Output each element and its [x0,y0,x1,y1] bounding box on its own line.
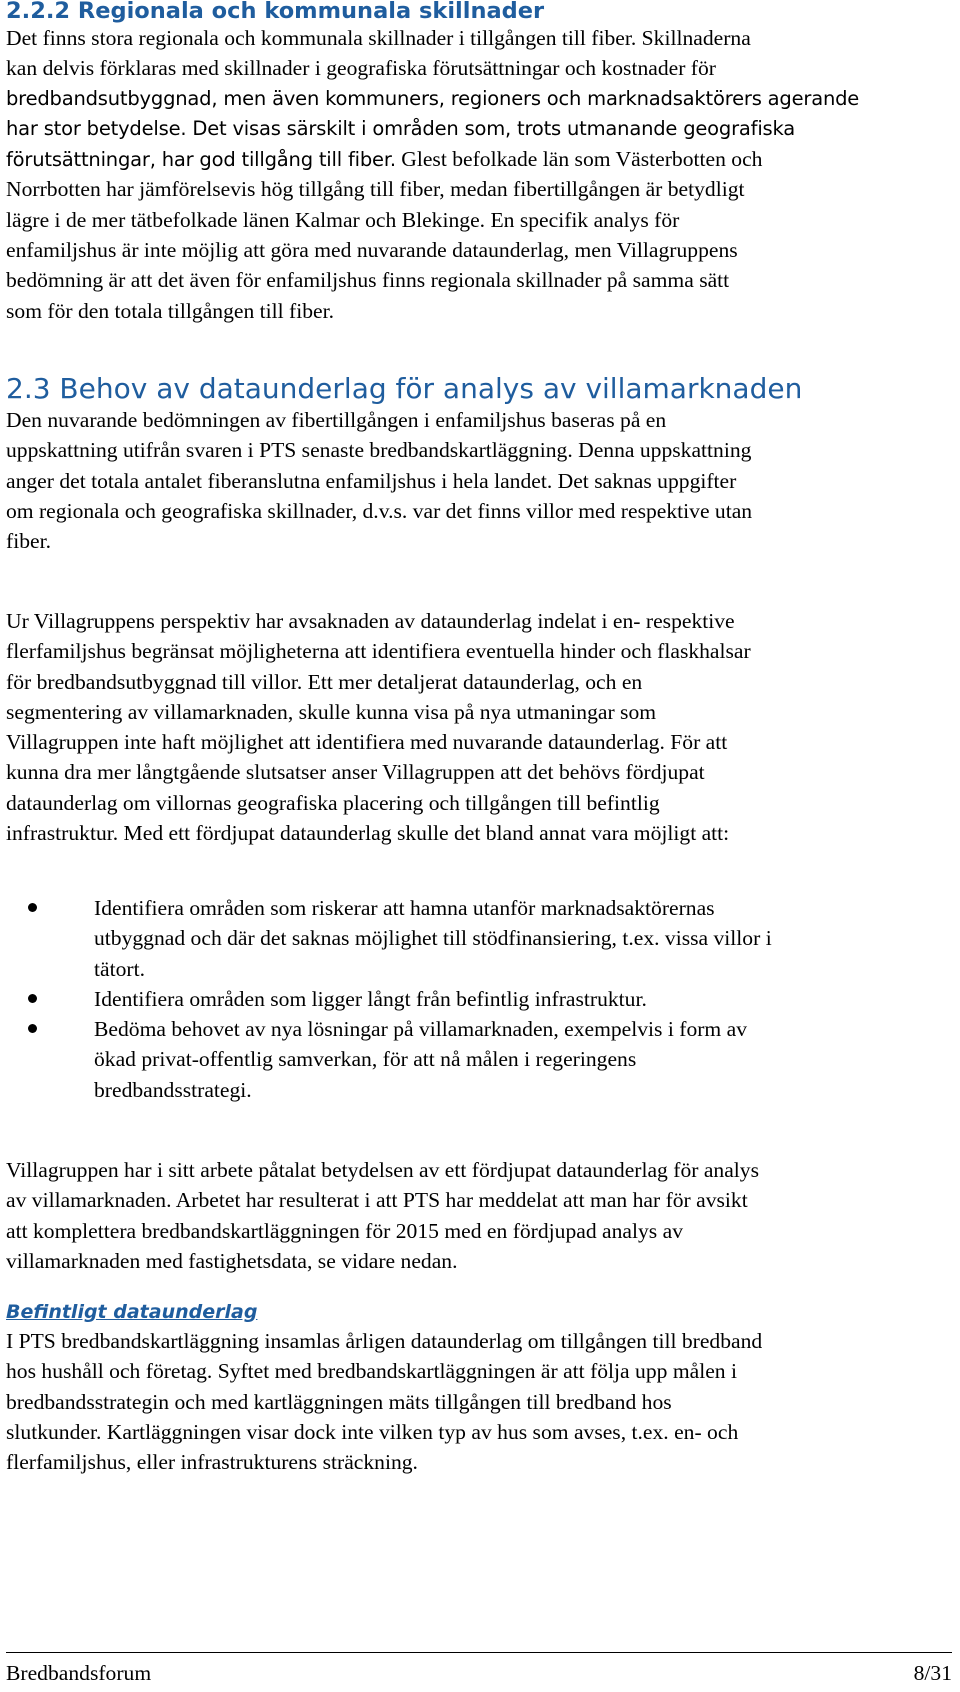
text-run: förutsättningar, har god tillgång till fiber. [6,148,396,172]
text-run: Det visas särskilt i områden som, trots utmanande geografiska [186,116,796,140]
text-line: ökad privat-offentlig samverkan, för att nå målen i regeringens [94,1047,637,1072]
paragraph-regional-differences [6,23,956,326]
text-line: Det finns stora regionala och kommunala skillnader i tillgången till fiber. Skillnaderna [6,26,751,50]
footer-divider [6,1652,952,1653]
text-line: tätort. [94,956,145,981]
paragraph-current-assessment [6,405,956,556]
text-line: om regionala och geografiska skillnader, d.v.s. var det finns villor med respektive utan [6,498,753,523]
text-line: anger det totala antalet fiberanslutna enfamiljshus i hela landet. Det saknas uppgifter [6,468,737,493]
text-line: flerfamiljshus begränsat möjligheterna att identifiera eventuella hinder och flaskhalsar [6,639,751,664]
text-line: som för den totala tillgången till fiber. [6,298,335,323]
bullet-icon [28,903,37,912]
text-line: bredbandsstrategi. [94,1077,252,1102]
text-line: flerfamiljshus, eller infrastrukturens sträckning. [6,1450,418,1475]
text-line: fiber. [6,529,51,554]
text-line: för bredbandsutbyggnad till villor. Ett mer detaljerat dataunderlag, och en [6,669,643,694]
text-line: enfamiljshus är inte möjlig att göra med nuvarande dataunderlag, men Villagruppens [6,238,738,263]
footer-organization: Bredbandsforum [6,1661,152,1685]
text-line: utbyggnad och där det saknas möjlighet till stödfinansiering, t.ex. vissa villor i [94,926,772,951]
text-line: uppskattning utifrån svaren i PTS senaste bredbandskartläggning. Denna uppskattning [6,438,752,463]
bullet-icon [28,1024,37,1033]
text-line: villamarknaden med fastighetsdata, se vidare nedan. [6,1248,458,1273]
subheading-befintligt-dataunderlag: Befintligt dataunderlag [6,1301,258,1323]
footer-page-number: 8/31 [913,1661,952,1685]
text-line: av villamarknaden. Arbetet har resulterat i att PTS har meddelat att man har för avsikt [6,1188,748,1213]
list-item [6,893,956,984]
paragraph-existing-data [6,1326,956,1477]
paragraph-villagroup-work [6,1155,956,1276]
text-line: bredbandsutbyggnad, men även kommuners, regioners och marknadsaktörers agerande [6,86,860,110]
text-run: har stor betydelse. [6,116,187,140]
text-line: Den nuvarande bedömningen av fibertillgången i enfamiljshus baseras på en [6,408,667,432]
bullet-icon [28,994,37,1003]
text-line: bedömning är att det även för enfamiljshus finns regionala skillnader på samma sätt [6,268,730,293]
text-line: Norrbotten har jämförelsevis hög tillgång till fiber, medan fibertillgången är betydligt [6,177,745,202]
text-line: Villagruppen inte haft möjlighet att identifiera med nuvarande dataunderlag. För att [6,730,728,755]
text-line: bredbandsstrategin och med kartläggningen mäts tillgången till bredband hos [6,1389,672,1414]
list-item [6,1014,956,1105]
text-line: segmentering av villamarknaden, skulle kunna visa på nya utmaningar som [6,699,657,724]
text-line: Identifiera områden som riskerar att hamna utanför marknadsaktörernas [94,896,715,920]
section-heading-2-3: 2.3 Behov av dataunderlag för analys av villamarknaden [6,372,803,405]
paragraph-villagroup-perspective [6,606,956,848]
text-line: att komplettera bredbandskartläggningen för 2015 med en fördjupad analys av [6,1218,683,1243]
text-line: Identifiera områden som ligger långt från befintlig infrastruktur. [94,986,647,1011]
list-item [6,984,956,1014]
text-line [6,144,956,174]
text-line: dataunderlag om villornas geografiska placering och tillgången till befintlig [6,790,660,815]
text-line: slutkunder. Kartläggningen visar dock inte vilken typ av hus som avses, t.ex. en- och [6,1419,739,1444]
section-heading-2-2-2: 2.2.2 Regionala och kommunala skillnader [6,0,545,24]
text-line [6,114,956,144]
text-line: Ur Villagruppens perspektiv har avsaknaden av dataunderlag indelat i en- respektive [6,609,735,633]
text-line: kan delvis förklaras med skillnader i geografiska förutsättningar och kostnader för [6,56,716,81]
bullet-list [6,893,956,1105]
text-run: Glest befolkade län som Västerbotten och [395,147,763,172]
text-line: Bedöma behovet av nya lösningar på villamarknaden, exempelvis i form av [94,1017,748,1042]
text-line: I PTS bredbandskartläggning insamlas årligen dataunderlag om tillgången till bredband [6,1329,763,1353]
text-line: hos hushåll och företag. Syftet med bredbandskartläggningen är att följa upp målen i [6,1359,737,1384]
text-line: infrastruktur. Med ett fördjupat dataunderlag skulle det bland annat vara möjligt att: [6,821,730,846]
text-line: lägre i de mer tätbefolkade länen Kalmar och Blekinge. En specifik analys för [6,207,680,232]
text-line: kunna dra mer långtgående slutsatser anser Villagruppen att det behövs fördjupat [6,760,705,785]
text-line: Villagruppen har i sitt arbete påtalat betydelsen av ett fördjupat dataunderlag för analys [6,1158,759,1182]
